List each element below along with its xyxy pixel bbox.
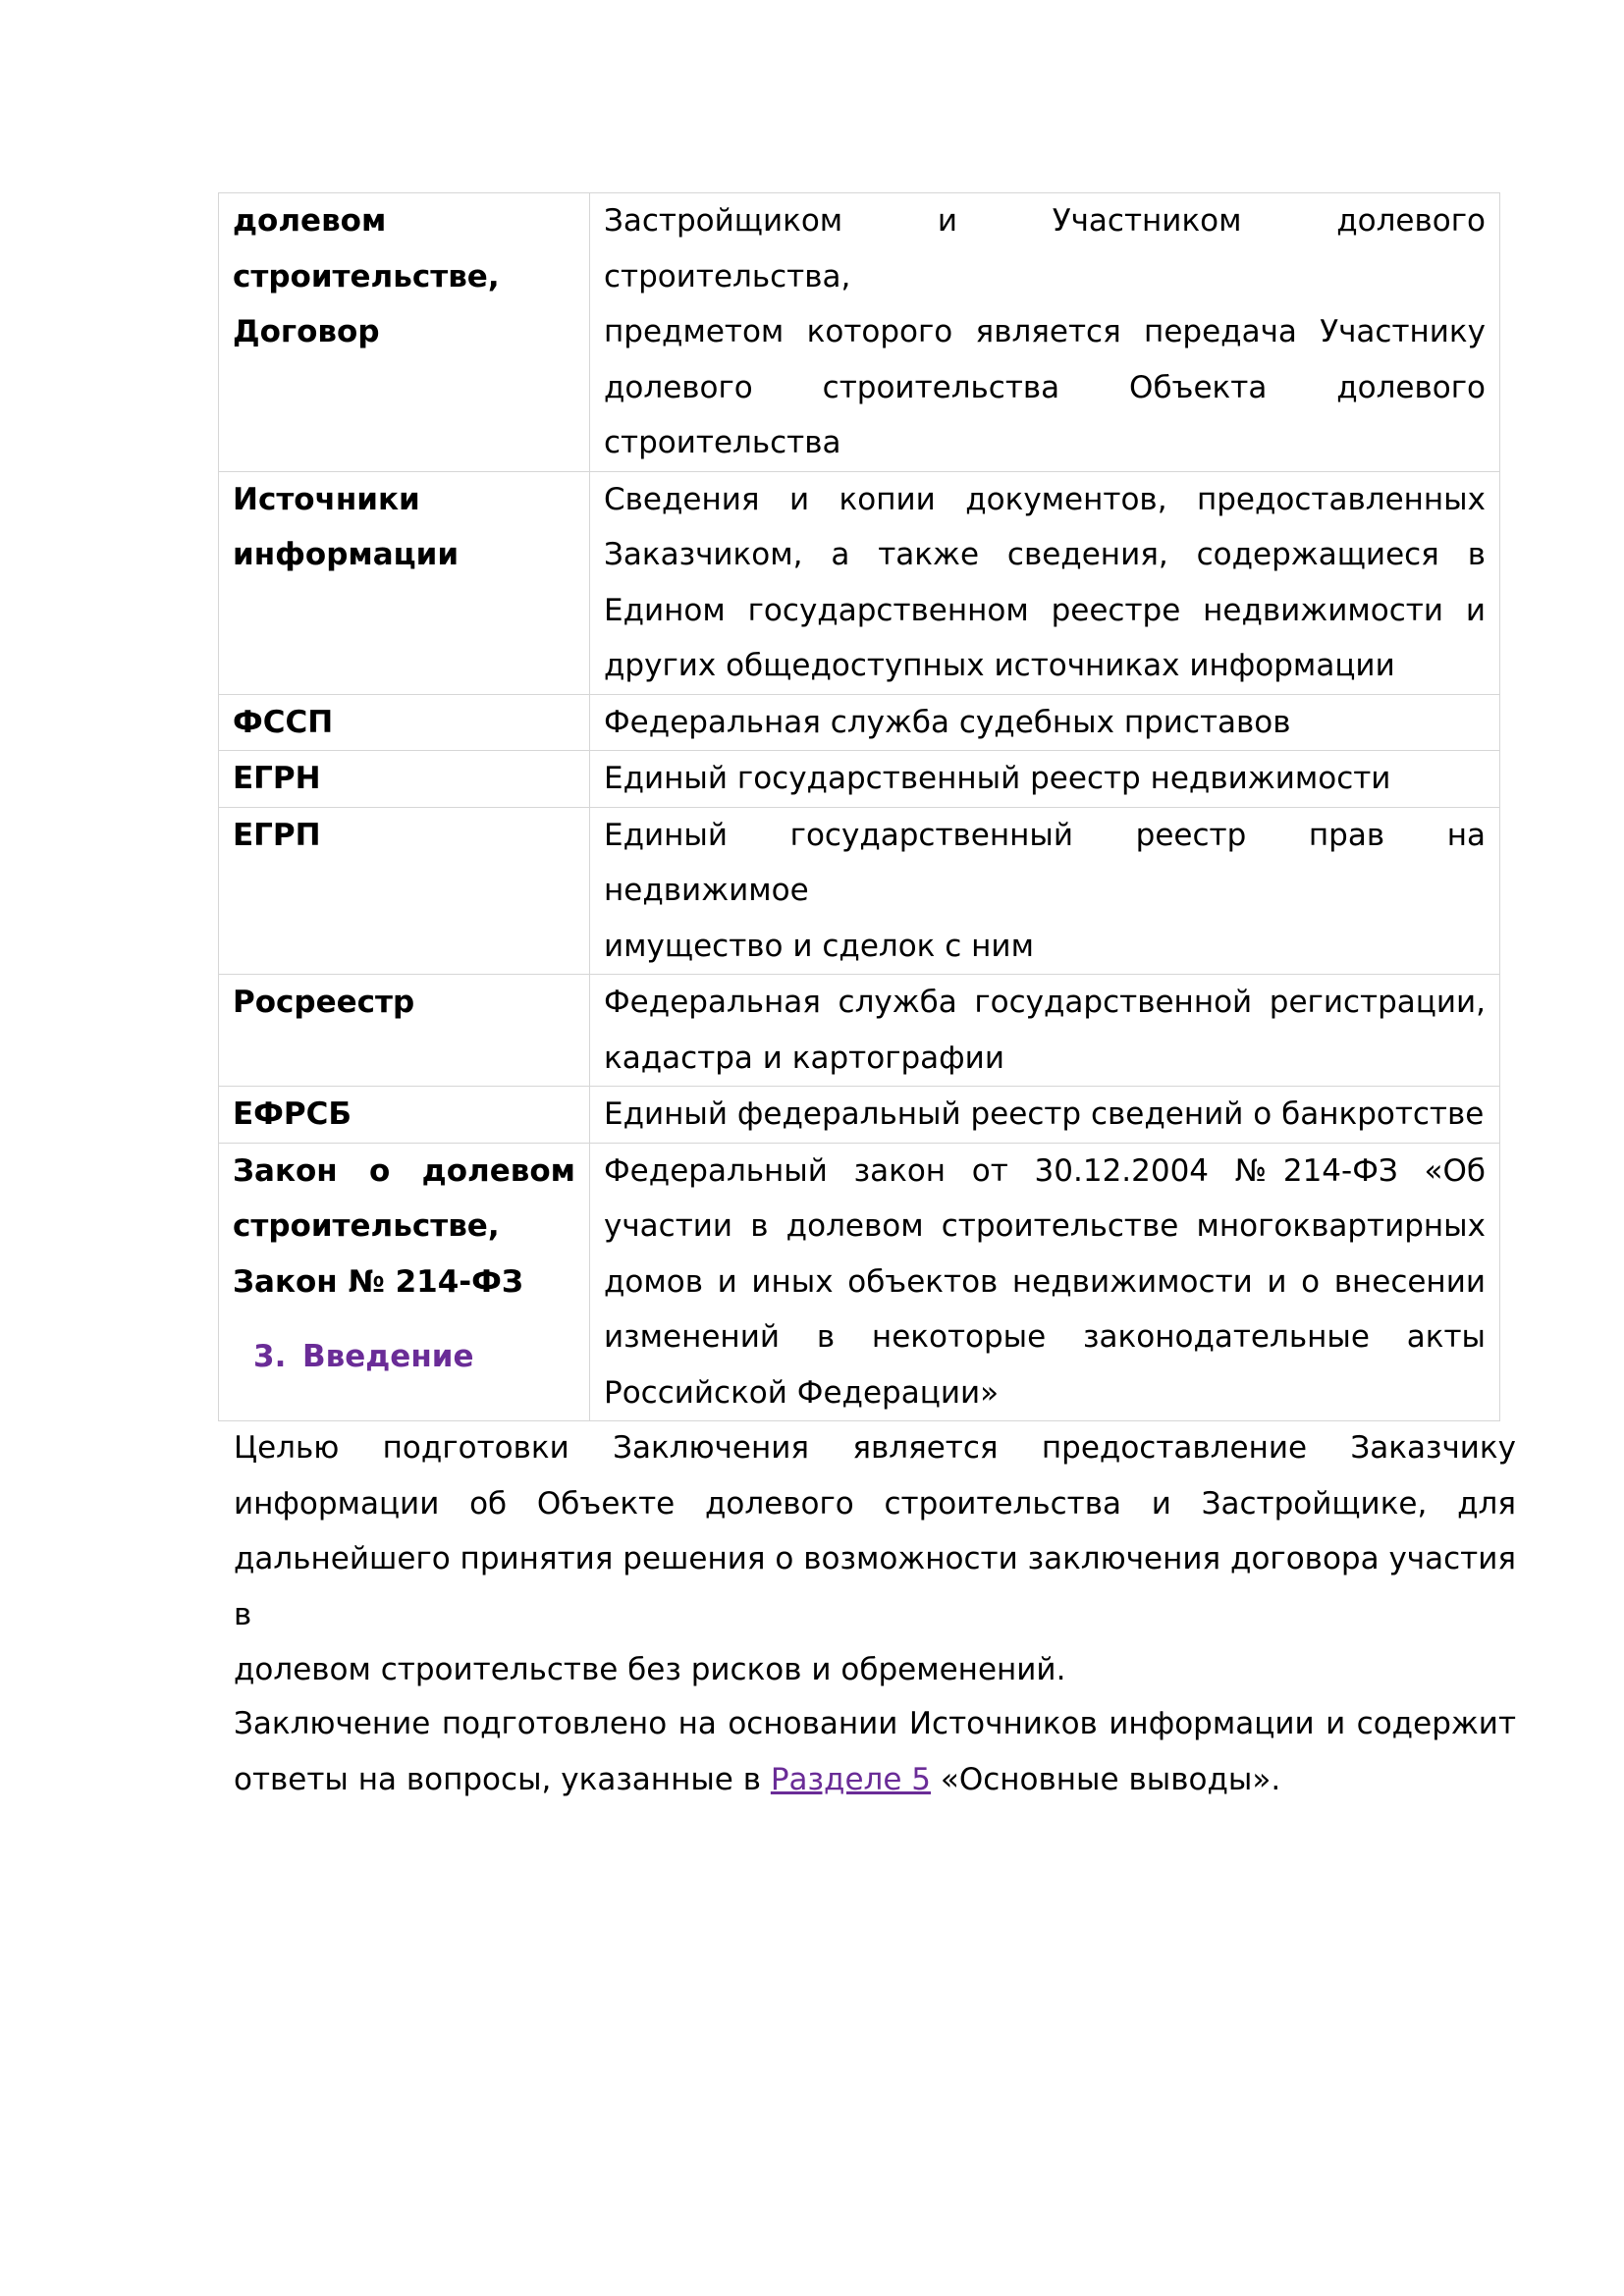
paragraph-line: дальнейшего принятия решения о возможности заключения договора участия в xyxy=(234,1541,1516,1632)
description-line: Едином государственном реестре недвижимости и xyxy=(604,592,1486,628)
term-line: строительстве, xyxy=(233,258,500,294)
section-number: 3. xyxy=(253,1339,287,1374)
paragraph-line: долевом строительстве без рисков и обременений. xyxy=(234,1652,1066,1687)
term-cell xyxy=(219,1143,590,1421)
term-cell xyxy=(219,975,590,1087)
term-line: ЕГРН xyxy=(233,761,321,796)
paragraph-text: ответы на вопросы, указанные в xyxy=(234,1761,771,1797)
description-cell xyxy=(590,751,1500,808)
description-line: кадастра и картографии xyxy=(604,1040,1004,1076)
table-row xyxy=(219,193,1500,472)
paragraph-line: информации об Объекте долевого строительства и Застройщике, для xyxy=(234,1485,1516,1522)
description-line: Федеральная служба судебных приставов xyxy=(604,704,1291,740)
basis-paragraph xyxy=(234,1696,1516,1807)
description-line: Российской Федерации» xyxy=(604,1374,1000,1411)
description-line: Единый государственный реестр прав на недвижимое xyxy=(604,817,1486,908)
description-line: долевого строительства Объекта долевого xyxy=(604,369,1486,405)
table-row xyxy=(219,694,1500,751)
term-line: ФССП xyxy=(233,704,334,740)
paragraph-line xyxy=(234,1752,1516,1808)
term-cell xyxy=(219,1087,590,1144)
term-cell xyxy=(219,751,590,808)
description-line: Застройщиком и Участником долевого строительства, xyxy=(604,203,1486,294)
table-row xyxy=(219,1087,1500,1144)
description-cell xyxy=(590,975,1500,1087)
definitions-table xyxy=(218,192,1500,1421)
table-row xyxy=(219,1143,1500,1421)
table-row xyxy=(219,975,1500,1087)
term-cell xyxy=(219,694,590,751)
description-cell xyxy=(590,807,1500,975)
term-cell xyxy=(219,807,590,975)
term-cell xyxy=(219,471,590,694)
paragraph-text: «Основные выводы». xyxy=(931,1761,1281,1797)
description-cell xyxy=(590,694,1500,751)
description-cell xyxy=(590,193,1500,472)
paragraph-line: Заключение подготовлено на основании Источников информации и содержит xyxy=(234,1706,1516,1741)
description-line: Федеральная служба государственной регистрации, xyxy=(604,985,1486,1020)
table-row xyxy=(219,471,1500,694)
description-line: строительства xyxy=(604,425,841,460)
table-row xyxy=(219,807,1500,975)
description-line: имущество и сделок с ним xyxy=(604,928,1034,964)
paragraph-line: Целью подготовки Заключения является предоставление Заказчику xyxy=(234,1430,1516,1466)
term-line: строительстве, xyxy=(233,1208,500,1244)
description-line: участии в долевом строительстве многоквартирных xyxy=(604,1208,1486,1244)
description-cell xyxy=(590,1143,1500,1421)
description-line: предметом которого является передача Участнику xyxy=(604,314,1486,349)
table-row xyxy=(219,751,1500,808)
description-line: Единый федеральный реестр сведений о банкротстве xyxy=(604,1096,1485,1132)
term-cell xyxy=(219,193,590,472)
term-line: Закон № 214-ФЗ xyxy=(233,1263,523,1300)
description-line: других общедоступных источниках информации xyxy=(604,648,1395,683)
section-heading xyxy=(253,1337,474,1376)
description-line: Единый государственный реестр недвижимости xyxy=(604,761,1391,796)
section-title: Введение xyxy=(302,1339,474,1374)
term-line: Росреестр xyxy=(233,985,415,1020)
term-line: ЕФРСБ xyxy=(233,1096,352,1132)
term-line: долевом xyxy=(233,203,387,239)
description-line: Сведения и копии документов, предоставленных xyxy=(604,481,1486,517)
intro-paragraph xyxy=(234,1420,1516,1698)
term-line: Договор xyxy=(233,314,380,349)
description-line: Заказчиком, а также сведения, содержащиеся в xyxy=(604,537,1486,572)
description-cell xyxy=(590,1087,1500,1144)
term-line: Закон о долевом xyxy=(233,1152,575,1189)
section-5-link[interactable]: Разделе 5 xyxy=(770,1761,932,1797)
term-line: Источники xyxy=(233,481,420,517)
description-line: Федеральный закон от 30.12.2004 №214-ФЗ «Об xyxy=(604,1152,1486,1189)
description-cell xyxy=(590,471,1500,694)
description-line: изменений в некоторые законодательные акты xyxy=(604,1319,1486,1355)
term-line: ЕГРП xyxy=(233,817,321,853)
term-line: информации xyxy=(233,537,460,572)
description-line: домов и иных объектов недвижимости и о внесении xyxy=(604,1263,1486,1300)
